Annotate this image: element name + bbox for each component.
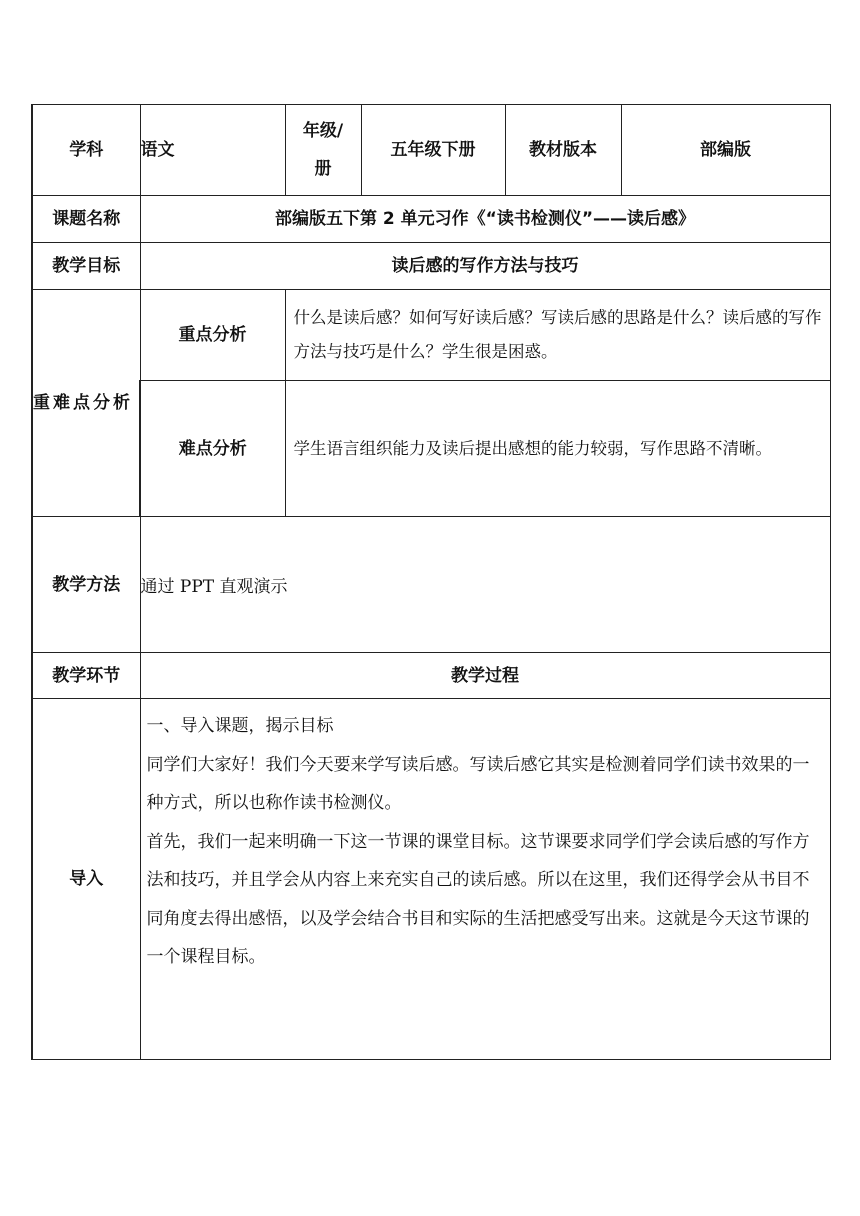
difficult-point-paragraph: 学生语言组织能力及读后提出感想的能力较弱，写作思路不清晰。 <box>293 438 772 458</box>
grade-label-line1: 年级/ <box>302 121 344 141</box>
intro-paragraph: 首先，我们一起来明确一下这一节课的课堂目标。这节课要求同学们学会读后感的写作方法和技巧，并且学会从内容上来充实自己的读后感。所以在这里，我们还得学会从书目不同角度去得出感悟，以及学会结合书目和实际的生活把感受写出来。这就是今天这节课的一个课程目标。 <box>146 831 810 967</box>
grade-label <box>285 105 361 196</box>
key-point-paragraph: 什么是读后感？如何写好读后感？写读后感的思路是什么？读后感的写作方法与技巧是什么？学生很是困惑。 <box>293 308 822 361</box>
edition-value: 部编版 <box>621 105 830 196</box>
grade-label-line2: 册 <box>314 159 332 179</box>
edition-label: 教材版本 <box>505 105 621 196</box>
analysis-label: 重难点分析 <box>32 290 140 517</box>
goal-label: 教学目标 <box>32 243 140 290</box>
method-value: 通过 PPT 直观演示 <box>140 517 830 653</box>
intro-content <box>140 699 830 1060</box>
row-subject <box>32 105 830 196</box>
row-intro <box>32 699 830 1060</box>
process-header-value: 教学过程 <box>140 653 830 699</box>
key-point-label: 重点分析 <box>140 290 285 381</box>
row-method <box>32 517 830 653</box>
row-key-point <box>32 290 830 381</box>
topic-label: 课题名称 <box>32 196 140 243</box>
intro-heading: 一、导入课题，揭示目标 <box>146 716 334 736</box>
process-stage-label: 教学环节 <box>32 653 140 699</box>
intro-paragraph: 同学们大家好！我们今天要来学写读后感。写读后感它其实是检测着同学们读书效果的一种方式，所以也称作读书检测仪。 <box>146 754 810 813</box>
subject-label: 学科 <box>32 105 140 196</box>
row-difficult-point <box>32 381 830 517</box>
subject-value: 语文 <box>140 105 285 196</box>
grade-value: 五年级下册 <box>361 105 505 196</box>
topic-value: 部编版五下第 2 单元习作《“读书检测仪”——读后感》 <box>140 196 830 243</box>
intro-label: 导入 <box>32 699 140 1060</box>
row-topic <box>32 196 830 243</box>
row-goal <box>32 243 830 290</box>
row-process-header <box>32 653 830 699</box>
difficult-point-label: 难点分析 <box>140 381 285 517</box>
lesson-plan-table <box>31 104 831 1060</box>
key-point-text <box>285 290 830 381</box>
method-label: 教学方法 <box>32 517 140 653</box>
goal-value: 读后感的写作方法与技巧 <box>140 243 830 290</box>
difficult-point-text <box>285 381 830 517</box>
